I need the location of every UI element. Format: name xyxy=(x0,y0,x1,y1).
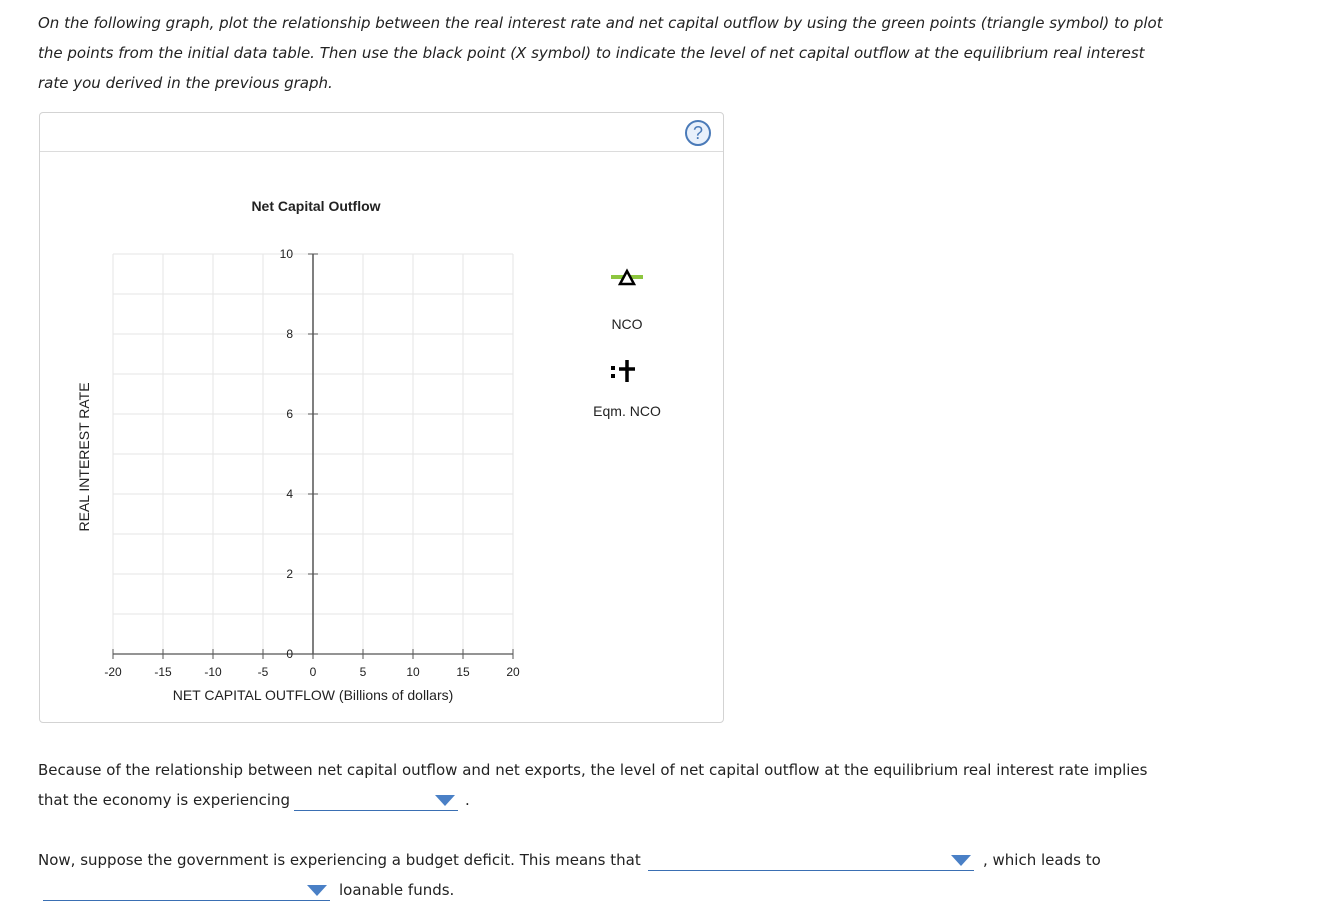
legend-eqm-dot xyxy=(611,366,615,370)
chevron-down-icon xyxy=(435,795,455,806)
legend-nco-tool[interactable] xyxy=(611,271,643,284)
x-axis-label: NET CAPITAL OUTFLOW (Billions of dollars) xyxy=(172,687,454,703)
question-1-period: . xyxy=(465,791,470,809)
triangle-icon xyxy=(620,271,634,284)
question-2-text-after: loanable funds. xyxy=(339,881,455,899)
question-2-text-before: Now, suppose the government is experiencing a budget deficit. This means that xyxy=(38,851,641,869)
x-tick-label: 10 xyxy=(406,665,420,679)
x-tick-label: 15 xyxy=(456,665,470,679)
instructions-line-1: On the following graph, plot the relationship between the real interest rate and net capital outflow by using the green points (triangle symbol) to plot xyxy=(38,14,1163,32)
x-tick-label: 0 xyxy=(309,665,317,679)
y-tick-label: 10 xyxy=(279,247,293,261)
x-tick-label: -5 xyxy=(257,665,269,679)
x-tick-label: -20 xyxy=(104,665,122,679)
chart-title: Net Capital Outflow xyxy=(251,198,381,214)
legend-eqm-dot-2 xyxy=(611,374,615,378)
x-tick-label: -10 xyxy=(204,665,222,679)
economy-status-dropdown[interactable] xyxy=(294,786,458,811)
question-1-line-2: that the economy is experiencing xyxy=(38,791,291,809)
y-tick-label: 8 xyxy=(286,327,293,341)
x-tick-label: -15 xyxy=(154,665,172,679)
instructions-line-2: the points from the initial data table. Then use the black point (X symbol) to indicate the level of net capital outflow at the equilibrium real interest xyxy=(38,44,1145,62)
legend xyxy=(593,271,661,419)
legend-eqm-nco-label: Eqm. NCO xyxy=(593,403,661,419)
y-tick-label: 4 xyxy=(286,487,293,501)
question-circle-icon: ? xyxy=(692,123,703,143)
y-tick-label: 2 xyxy=(286,567,293,581)
legend-nco-label: NCO xyxy=(611,316,643,332)
y-tick-label: 0 xyxy=(286,647,293,661)
instructions-line-3: rate you derived in the previous graph. xyxy=(38,74,333,92)
x-tick-label: 5 xyxy=(359,665,367,679)
y-tick-label: 6 xyxy=(286,407,293,421)
x-tick-label: 20 xyxy=(506,665,520,679)
y-axis-label: REAL INTEREST RATE xyxy=(76,382,92,532)
question-2-text-middle: , which leads to xyxy=(983,851,1101,869)
chevron-down-icon xyxy=(951,855,971,866)
budget-deficit-meaning-dropdown[interactable] xyxy=(648,846,974,871)
chevron-down-icon xyxy=(307,885,327,896)
question-1-line-1: Because of the relationship between net capital outflow and net exports, the level of net capital outflow at the equilibrium real interest rate implies xyxy=(38,761,1148,779)
legend-eqm-nco-tool[interactable] xyxy=(611,360,635,382)
cross-icon xyxy=(619,360,635,382)
loanable-funds-effect-dropdown[interactable] xyxy=(43,876,330,901)
